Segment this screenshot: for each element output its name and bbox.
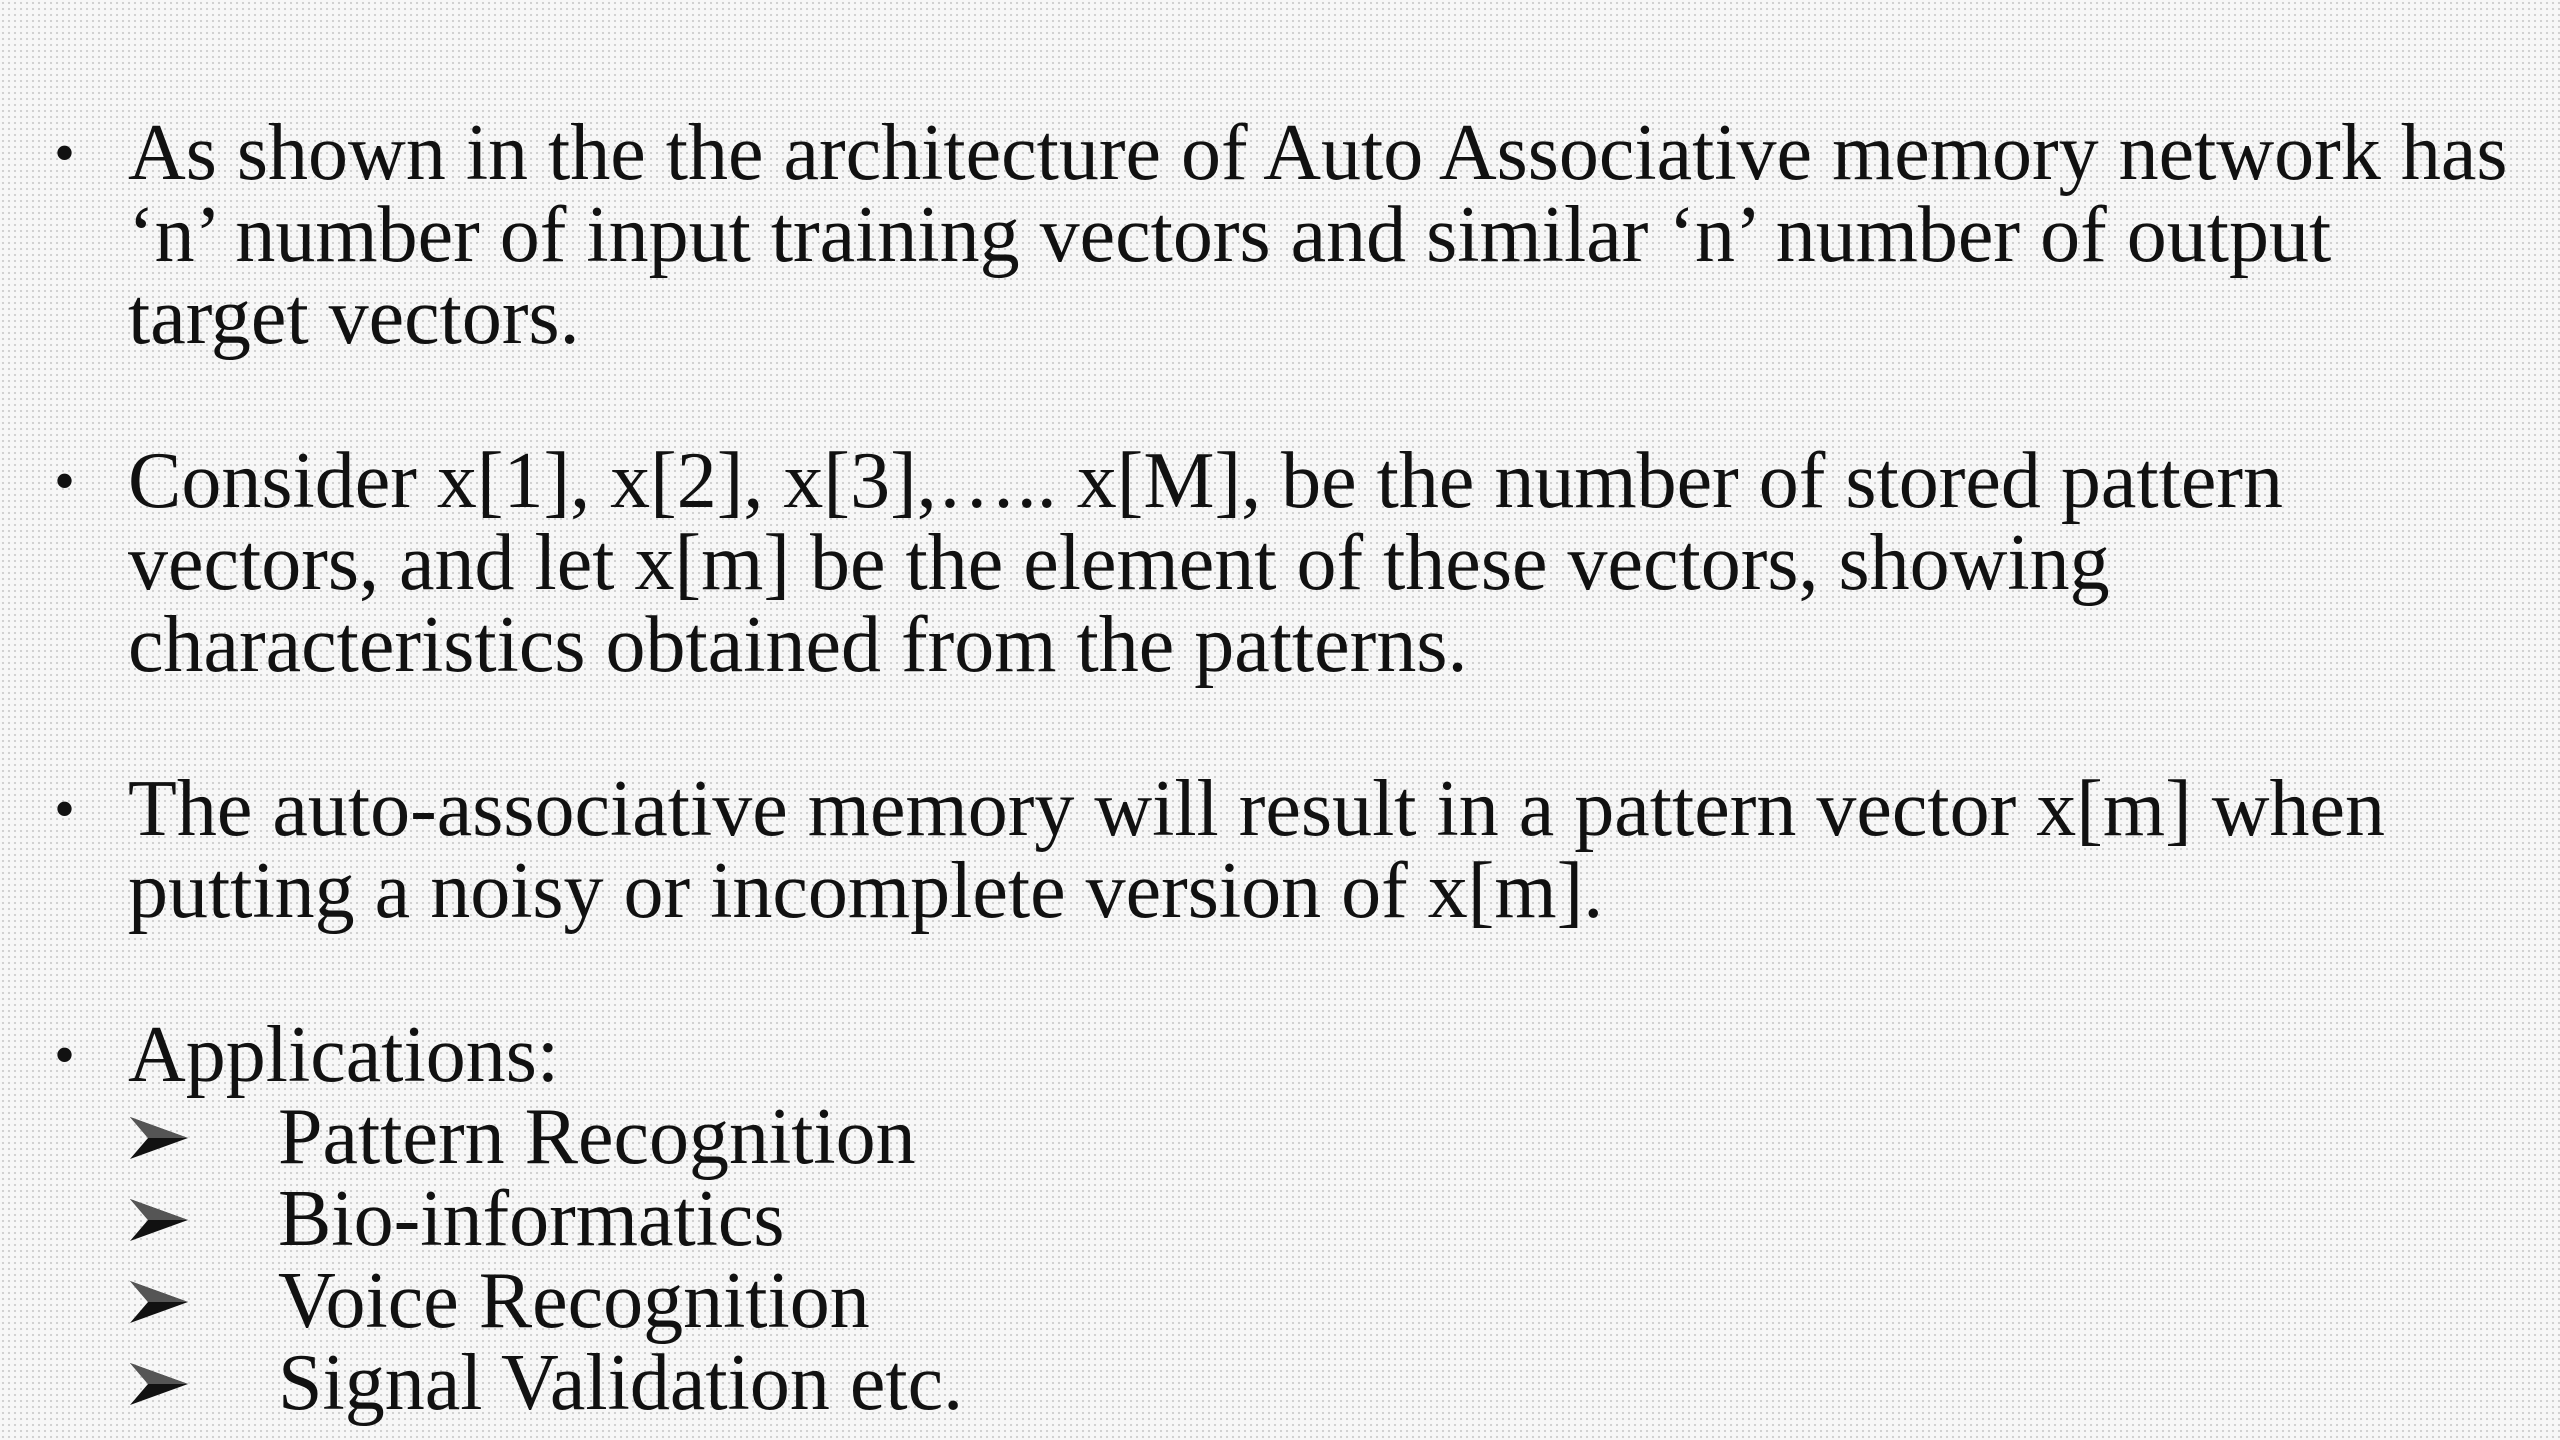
applications-list <box>128 1093 2520 1427</box>
arrow-right-icon <box>128 1197 190 1243</box>
application-item <box>0 1093 2520 1181</box>
application-label: Pattern Recognition <box>278 1093 916 1181</box>
bullet-list <box>0 109 2560 1427</box>
arrow-right-icon <box>128 1115 190 1161</box>
application-label: Signal Validation etc. <box>278 1339 964 1427</box>
bullet-text: The auto-associative memory will result in a pattern vector x[m] when putting a noisy or incomplete version of x[m]. <box>128 765 2386 935</box>
bullet-architecture <box>0 109 2560 361</box>
application-item <box>0 1339 2520 1427</box>
application-item <box>0 1175 2520 1263</box>
bullet-text: Applications: <box>128 1011 560 1099</box>
arrow-right-icon <box>128 1279 190 1325</box>
bullet-dot-icon: • <box>54 448 76 514</box>
application-item <box>0 1257 2520 1345</box>
bullet-dot-icon: • <box>54 120 76 186</box>
bullet-dot-icon: • <box>54 1022 76 1088</box>
bullet-stored-patterns <box>0 437 2560 689</box>
application-label: Bio-informatics <box>278 1175 785 1263</box>
bullet-recall <box>0 765 2560 935</box>
bullet-applications <box>0 1011 2560 1427</box>
bullet-text: As shown in the the architecture of Auto Associative memory network has ‘n’ number of input training vectors and similar ‘n’ number of output target vectors. <box>128 109 2508 361</box>
bullet-text: Consider x[1], x[2], x[3],….. x[M], be the number of stored pattern vectors, and let x[m] be the element of these vectors, showing characteristics obtained from the patterns. <box>128 437 2283 689</box>
application-label: Voice Recognition <box>278 1257 870 1345</box>
arrow-right-icon <box>128 1361 190 1407</box>
bullet-dot-icon: • <box>54 776 76 842</box>
